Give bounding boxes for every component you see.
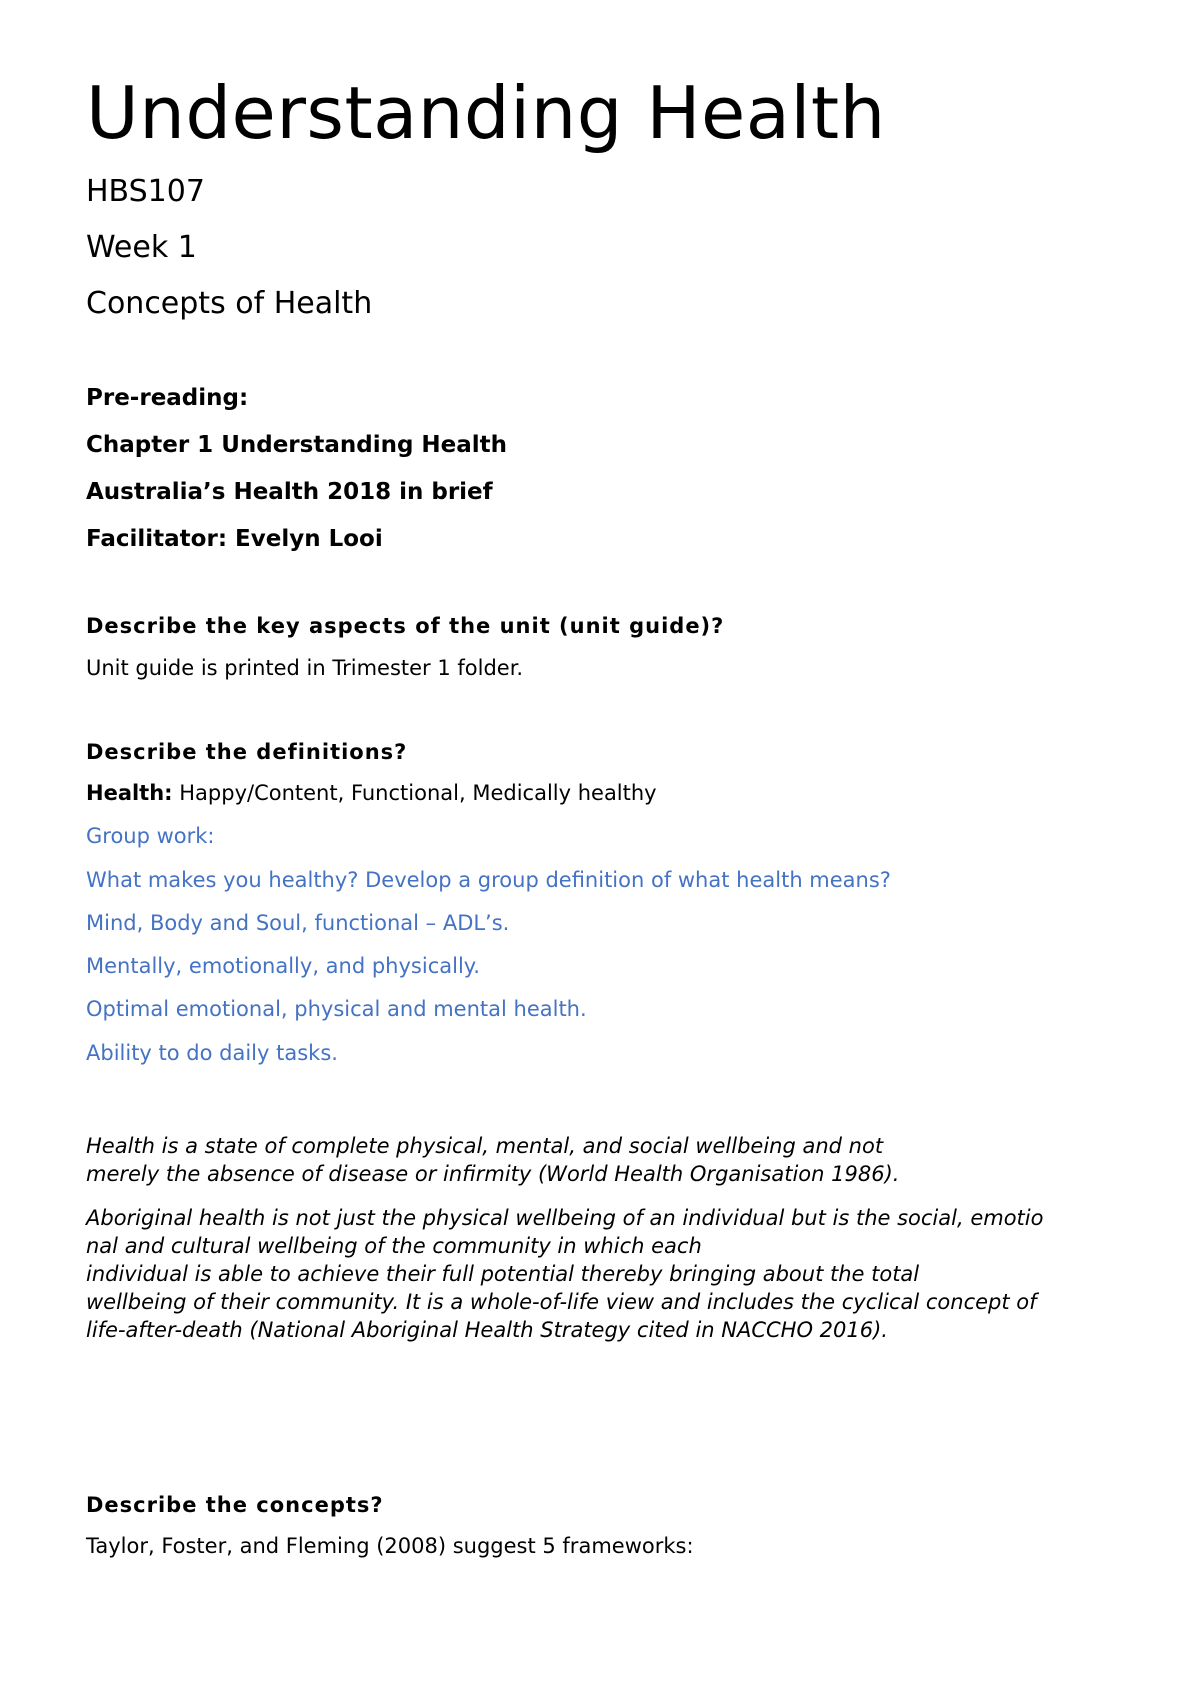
health-label: Health:	[86, 781, 173, 806]
definitions-question: Describe the definitions?	[86, 739, 408, 764]
prereading-item: Chapter 1 Understanding Health	[86, 432, 508, 459]
quote-line: nal and cultural wellbeing of the community in which each	[86, 1233, 702, 1258]
group-work-line: Group work:	[86, 824, 215, 849]
aboriginal-definition-quote	[86, 1204, 1126, 1344]
unit-aspects-answer: Unit guide is printed in Trimester 1 folder.	[86, 655, 524, 680]
quote-line: Health is a state of complete physical, mental, and social wellbeing and not	[86, 1133, 884, 1158]
health-definition-line	[86, 780, 1126, 806]
concepts-question: Describe the concepts?	[86, 1492, 384, 1517]
quote-line: Aboriginal health is not just the physical wellbeing of an individual but is the social, emotio	[86, 1205, 1044, 1230]
group-work-line: Mentally, emotionally, and physically.	[86, 954, 480, 979]
group-work-line: Optimal emotional, physical and mental health.	[86, 997, 587, 1022]
prereading-label: Pre-reading:	[86, 385, 249, 412]
group-work-line: Ability to do daily tasks.	[86, 1040, 338, 1065]
prereading-item: Australia’s Health 2018 in brief	[86, 478, 493, 505]
group-work-line: What makes you healthy? Develop a group definition of what health means?	[86, 867, 891, 892]
unit-code: HBS107	[86, 174, 205, 210]
concepts-answer: Taylor, Foster, and Fleming (2008) suggest 5 frameworks:	[86, 1534, 694, 1559]
document-page	[86, 70, 1126, 1559]
group-work-line: Mind, Body and Soul, functional – ADL’s.	[86, 910, 510, 935]
unit-aspects-question: Describe the key aspects of the unit (unit guide)?	[86, 614, 725, 639]
facilitator-line: Facilitator: Evelyn Looi	[86, 525, 383, 552]
quote-line: life-after-death (National Aboriginal Health Strategy cited in NACCHO 2016).	[86, 1317, 888, 1342]
quote-line: individual is able to achieve their full potential thereby bringing about the total	[86, 1261, 920, 1286]
quote-line: wellbeing of their community. It is a whole-of-life view and includes the cyclical concept of	[86, 1289, 1037, 1314]
quote-line: merely the absence of disease or infirmity (World Health Organisation 1986).	[86, 1161, 900, 1186]
who-definition-quote	[86, 1132, 1126, 1188]
document-title: Understanding Health	[86, 71, 886, 155]
health-text: Happy/Content, Functional, Medically healthy	[172, 781, 657, 806]
topic-label: Concepts of Health	[86, 286, 373, 322]
week-label: Week 1	[86, 230, 197, 266]
